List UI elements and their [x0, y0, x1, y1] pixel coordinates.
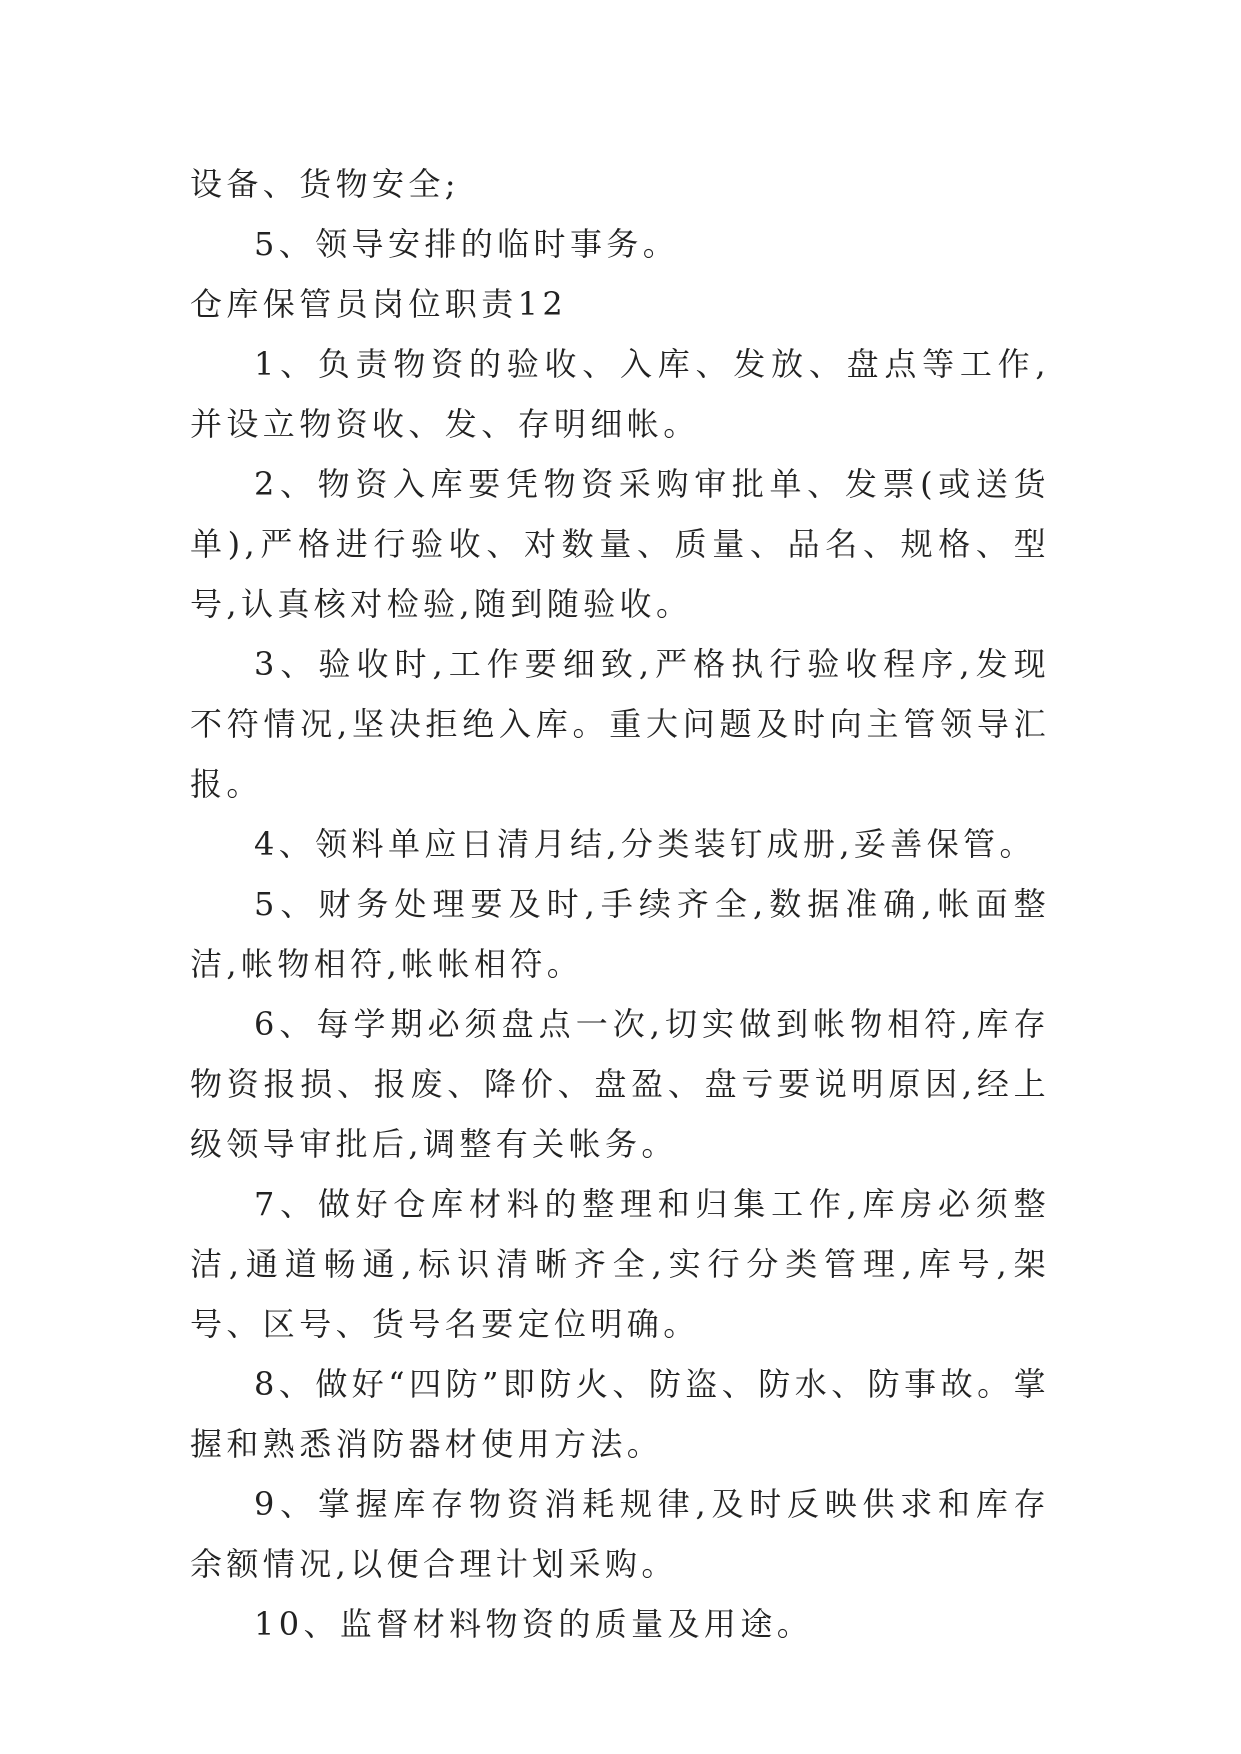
list-item-5: 5、财务处理要及时,手续齐全,数据准确,帐面整洁,帐物相符,帐帐相符。	[190, 885, 1050, 983]
list-item-10: 10、监督材料物资的质量及用途。	[254, 1605, 814, 1643]
list-item-6: 6、每学期必须盘点一次,切实做到帐物相符,库存物资报损、报废、降价、盘盈、盘亏要说明原因,经上级领导审批后,调整有关帐务。	[190, 1005, 1050, 1163]
prev-list-item-5: 5、领导安排的临时事务。	[254, 225, 680, 263]
list-item-2: 2、物资入库要凭物资采购审批单、发票(或送货单),严格进行验收、对数量、质量、品名、规格、型号,认真核对检验,随到随验收。	[190, 465, 1050, 623]
list-item-8: 8、做好“四防”即防火、防盗、防水、防事故。掌握和熟悉消防器材使用方法。	[190, 1365, 1050, 1463]
section-title: 仓库保管员岗位职责12	[190, 285, 568, 323]
list-item-1: 1、负责物资的验收、入库、发放、盘点等工作,并设立物资收、发、存明细帐。	[190, 345, 1050, 443]
list-item-4: 4、领料单应日清月结,分类装钉成册,妥善保管。	[254, 825, 1036, 863]
list-item-7: 7、做好仓库材料的整理和归集工作,库房必须整洁,通道畅通,标识清晰齐全,实行分类管理,库号,架号、区号、货号名要定位明确。	[190, 1185, 1050, 1343]
document-body	[190, 154, 1050, 1654]
list-item-3: 3、验收时,工作要细致,严格执行验收程序,发现不符情况,坚决拒绝入库。重大问题及时向主管领导汇报。	[190, 645, 1050, 803]
list-item-9: 9、掌握库存物资消耗规律,及时反映供求和库存余额情况,以便合理计划采购。	[190, 1485, 1050, 1583]
continuation-text: 设备、货物安全;	[190, 165, 460, 203]
